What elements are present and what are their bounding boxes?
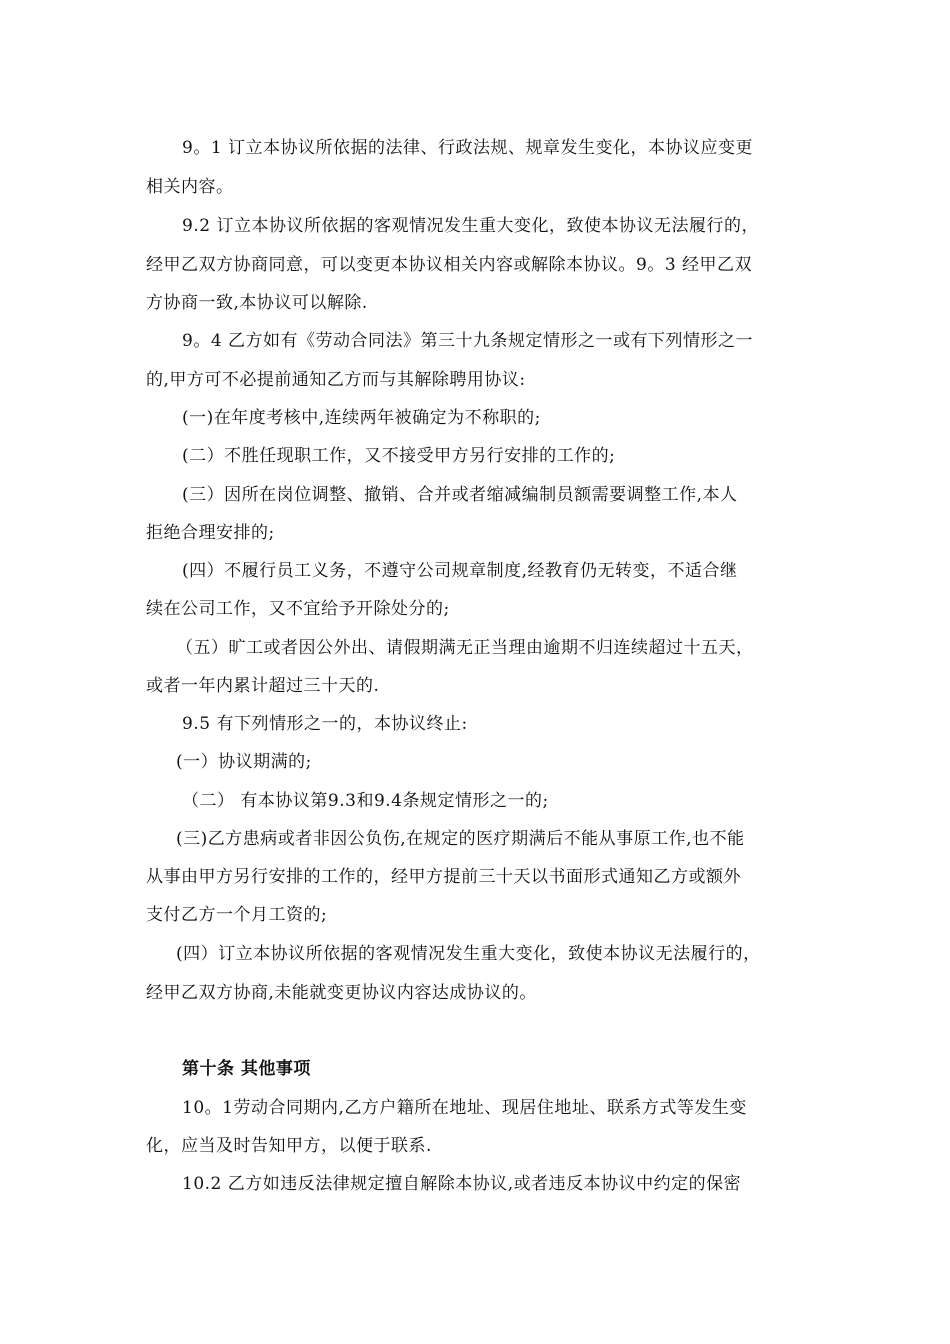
text-line: 9.5 有下列情形之一的，本协议终止:: [182, 714, 468, 734]
text-line: 9.2 订立本协议所依据的客观情况发生重大变化，致使本协议无法履行的，: [182, 216, 759, 236]
text-line: (二）不胜任现职工作，又不接受甲方另行安排的工作的;: [182, 446, 616, 466]
text-line: 10.2 乙方如违反法律规定擅自解除本协议,或者违反本协议中约定的保密: [182, 1174, 742, 1194]
text-line: 相关内容。: [146, 177, 234, 197]
text-line: 支付乙方一个月工资的;: [146, 905, 328, 925]
text-line: 经甲乙双方协商,未能就变更协议内容达成协议的。: [146, 983, 537, 1003]
text-line: 续在公司工作，又不宜给予开除处分的;: [146, 599, 450, 619]
text-line: (四）订立本协议所依据的客观情况发生重大变化，致使本协议无法履行的，: [176, 944, 761, 964]
text-line: 方协商一致,本协议可以解除.: [146, 293, 368, 313]
text-line: 或者一年内累计超过三十天的.: [146, 676, 380, 696]
text-line: 拒绝合理安排的;: [146, 523, 275, 543]
text-line: 经甲乙双方协商同意，可以变更本协议相关内容或解除本协议。9。3 经甲乙双: [146, 255, 753, 275]
text-line: (三)乙方患病或者非因公负伤,在规定的医疗期满后不能从事原工作,也不能: [176, 829, 745, 849]
text-line: （二） 有本协议第9.3和9.4条规定情形之一的;: [182, 791, 549, 811]
text-line: 的,甲方可不必提前通知乙方而与其解除聘用协议:: [146, 370, 526, 390]
text-line: 10。1劳动合同期内,乙方户籍所在地址、现居住地址、联系方式等发生变: [182, 1098, 747, 1118]
section-heading: 第十条 其他事项: [182, 1059, 311, 1079]
text-line: (一）协议期满的;: [176, 752, 312, 772]
text-line: （五）旷工或者因公外出、请假期满无正当理由逾期不归连续超过十五天，: [176, 638, 754, 658]
text-line: 9。4 乙方如有《劳动合同法》第三十九条规定情形之一或有下列情形之一: [182, 331, 754, 351]
text-line: (四）不履行员工义务，不遵守公司规章制度,经教育仍无转变，不适合继: [182, 561, 738, 581]
text-line: (三）因所在岗位调整、撤销、合并或者缩减编制员额需要调整工作,本人: [182, 485, 738, 505]
text-line: 9。1 订立本协议所依据的法律、行政法规、规章发生变化，本协议应变更: [182, 138, 754, 158]
text-line: 从事由甲方另行安排的工作的，经甲方提前三十天以书面形式通知乙方或额外: [146, 867, 741, 887]
text-line: (一)在年度考核中,连续两年被确定为不称职的;: [182, 408, 541, 428]
text-line: 化，应当及时告知甲方，以便于联系.: [146, 1136, 432, 1156]
